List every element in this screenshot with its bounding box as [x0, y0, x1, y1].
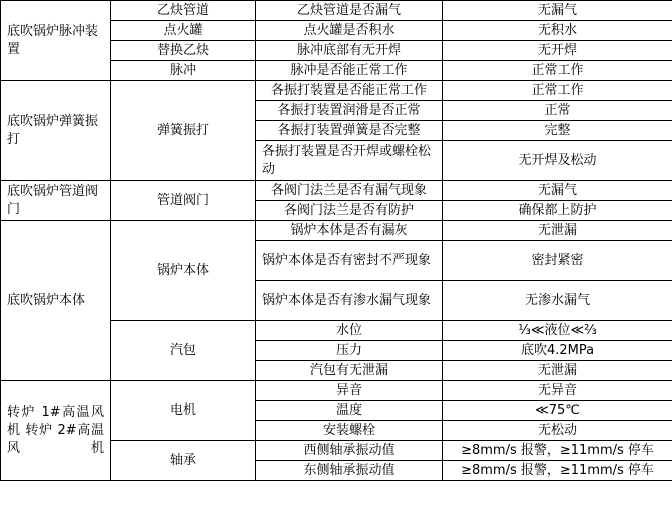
part-cell: 点火罐 [111, 21, 256, 41]
item-cell: 西侧轴承振动值 [256, 441, 443, 461]
standard-cell: 密封紧密 [443, 241, 672, 281]
item-cell: 东侧轴承振动值 [256, 461, 443, 481]
part-cell: 管道阀门 [111, 181, 256, 221]
item-cell: 各振打装置是否能正常工作 [256, 81, 443, 101]
part-cell: 弹簧振打 [111, 81, 256, 181]
equipment-group-cell: 转炉 1#高温风机 转炉 2#高温风机 [1, 381, 111, 481]
standard-cell: 正常工作 [443, 61, 672, 81]
item-cell: 温度 [256, 401, 443, 421]
item-cell: 压力 [256, 341, 443, 361]
standard-cell: 底吹4.2MPa [443, 341, 672, 361]
table-row [1, 381, 672, 401]
item-cell: 水位 [256, 321, 443, 341]
part-cell: 汽包 [111, 321, 256, 381]
standard-cell: 确保都上防护 [443, 201, 672, 221]
standard-cell: 无开焊及松动 [443, 141, 672, 181]
table-row [1, 181, 672, 201]
standard-cell: 无渗水漏气 [443, 281, 672, 321]
part-cell: 电机 [111, 381, 256, 441]
item-cell: 安装螺栓 [256, 421, 443, 441]
standard-cell: 无泄漏 [443, 221, 672, 241]
standard-cell: 无漏气 [443, 181, 672, 201]
standard-cell: 正常 [443, 101, 672, 121]
item-cell: 各阀门法兰是否有漏气现象 [256, 181, 443, 201]
standard-cell: 无积水 [443, 21, 672, 41]
item-cell: 乙炔管道是否漏气 [256, 1, 443, 21]
part-cell: 替换乙炔 [111, 41, 256, 61]
item-cell: 各振打装置弹簧是否完整 [256, 121, 443, 141]
standard-cell: 无漏气 [443, 1, 672, 21]
standard-cell: ≪75℃ [443, 401, 672, 421]
standard-cell: ≥8mm/s 报警，≥11mm/s 停车 [443, 441, 672, 461]
standard-cell: 无开焊 [443, 41, 672, 61]
part-cell: 脉冲 [111, 61, 256, 81]
item-cell: 各振打装置润滑是否正常 [256, 101, 443, 121]
part-cell: 轴承 [111, 441, 256, 481]
item-cell: 脉冲是否能正常工作 [256, 61, 443, 81]
item-cell: 锅炉本体是否有漏灰 [256, 221, 443, 241]
standard-cell: ⅓≪液位≪⅔ [443, 321, 672, 341]
item-cell: 各阀门法兰是否有防护 [256, 201, 443, 221]
item-cell: 各振打装置是否开焊或螺栓松动 [256, 141, 443, 181]
item-cell: 异音 [256, 381, 443, 401]
standard-cell: ≥8mm/s 报警，≥11mm/s 停车 [443, 461, 672, 481]
item-cell: 汽包有无泄漏 [256, 361, 443, 381]
part-cell: 锅炉本体 [111, 221, 256, 321]
equipment-group-cell: 底吹锅炉本体 [1, 221, 111, 381]
table-row [1, 81, 672, 101]
standard-cell: 无异音 [443, 381, 672, 401]
standard-cell: 无松动 [443, 421, 672, 441]
equipment-group-cell: 底吹锅炉脉冲装置 [1, 1, 111, 81]
item-cell: 脉冲底部有无开焊 [256, 41, 443, 61]
part-cell: 乙炔管道 [111, 1, 256, 21]
equipment-group-cell: 底吹锅炉弹簧振打 [1, 81, 111, 181]
item-cell: 锅炉本体是否有渗水漏气现象 [256, 281, 443, 321]
table-row [1, 1, 672, 21]
standard-cell: 正常工作 [443, 81, 672, 101]
item-cell: 点火罐是否积水 [256, 21, 443, 41]
table-row [1, 221, 672, 241]
equipment-group-cell: 底吹锅炉管道阀门 [1, 181, 111, 221]
item-cell: 锅炉本体是否有密封不严现象 [256, 241, 443, 281]
standard-cell: 完整 [443, 121, 672, 141]
standard-cell: 无泄漏 [443, 361, 672, 381]
